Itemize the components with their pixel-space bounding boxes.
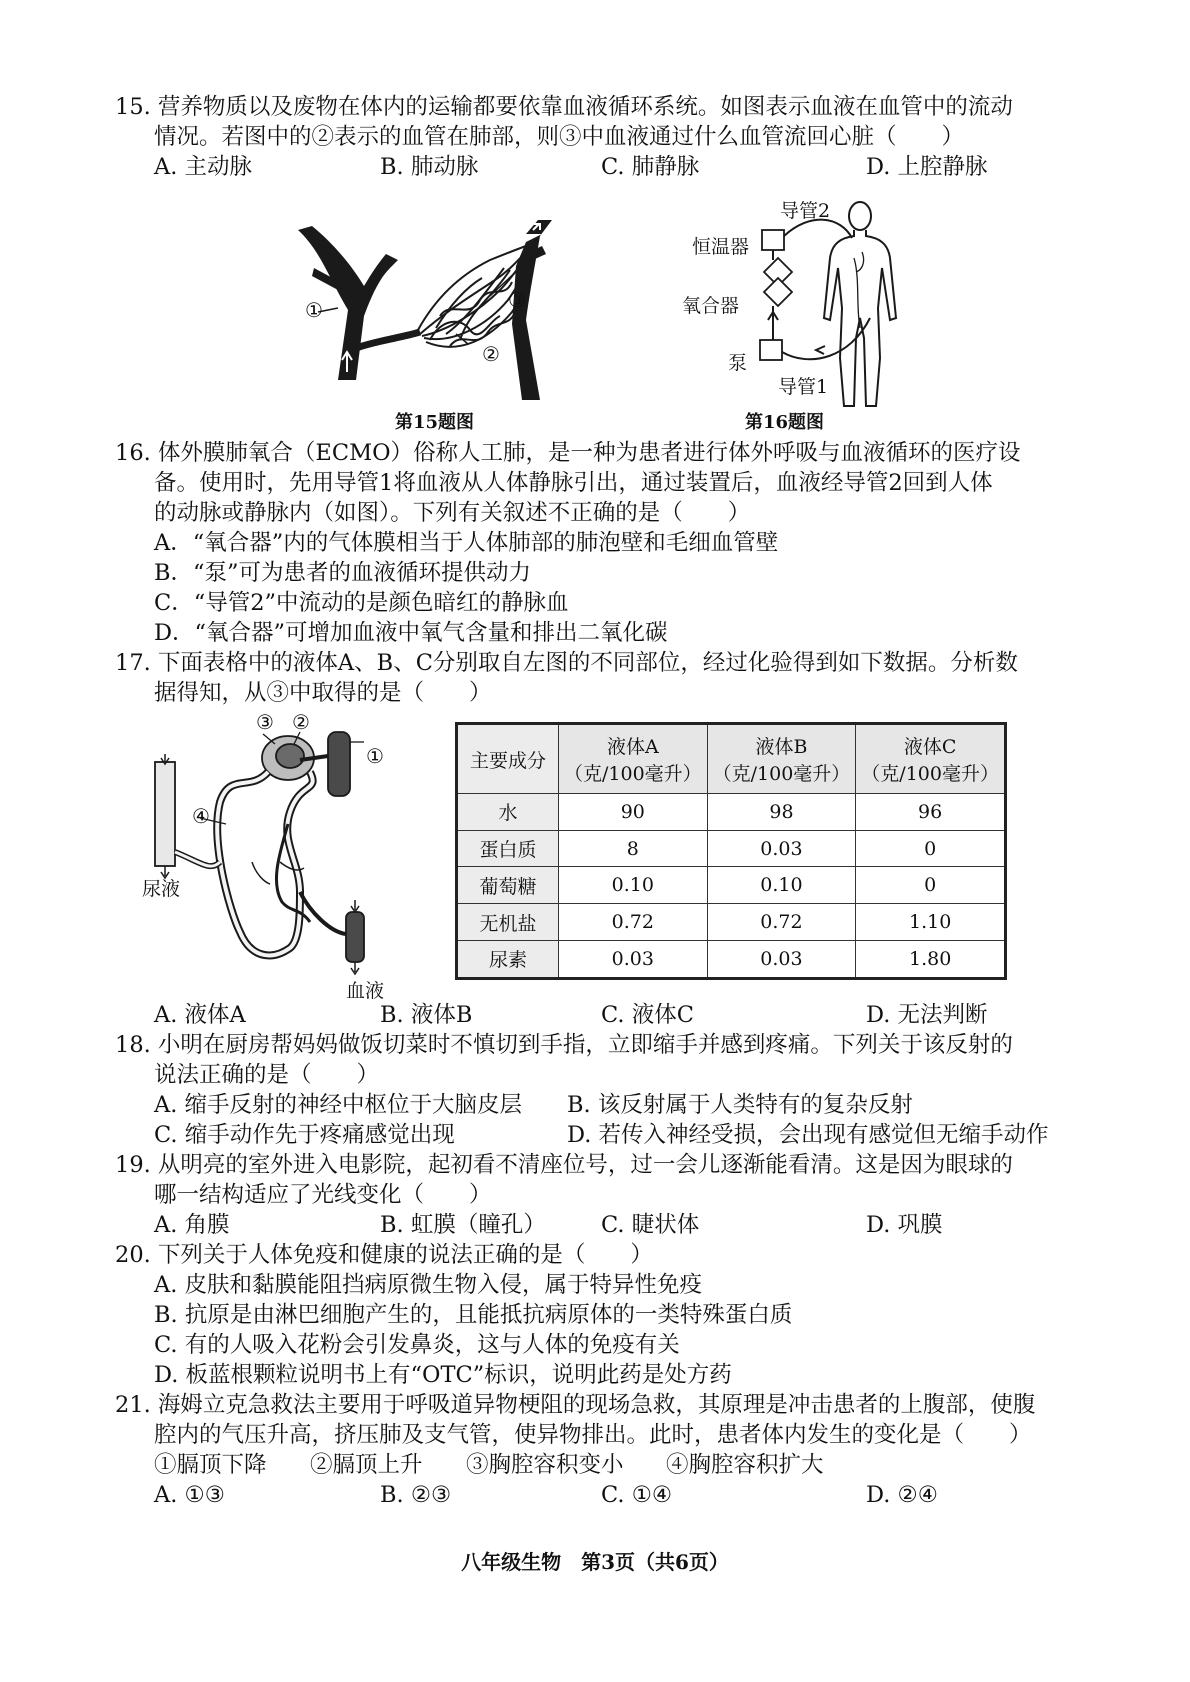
table-cell: 0.03 (707, 830, 856, 867)
q19-option-a: A. 角膜 (154, 1212, 230, 1238)
q21-option-b: B. ②③ (380, 1482, 452, 1508)
q18-option-b: B. 该反射属于人类特有的复杂反射 (567, 1092, 913, 1118)
fig16-label-oxygenator: 氧合器 (682, 295, 740, 317)
q20-option-d: D. 板蓝根颗粒说明书上有“OTC”标识，说明此药是处方药 (154, 1362, 732, 1388)
fig15-label-3: ③ (508, 288, 526, 312)
q17-stem-line-1: 17. 下面表格中的液体A、B、C分别取自左图的不同部位，经过化验得到如下数据。分析数 (115, 650, 1018, 676)
q21-stem-line-2: 腔内的气压升高，挤压肺及支气管，使异物排出。此时，患者体内发生的变化是（ ） (154, 1422, 1032, 1448)
fig15-label-1: ① (305, 298, 323, 322)
table-cell: 0 (856, 830, 1006, 867)
q16-option-b: B．“泵”可为患者的血液循环提供动力 (154, 560, 532, 586)
page-footer: 八年级生物 第3页（共6页） (461, 1550, 729, 1574)
fig17-label-1: ① (366, 744, 384, 768)
table-cell: 0.10 (707, 867, 856, 904)
table-cell: 0.03 (559, 940, 708, 978)
row-label: 尿素 (457, 940, 559, 978)
table-cell: 0.03 (707, 940, 856, 978)
q21-statement-4: ④胸腔容积扩大 (666, 1452, 824, 1478)
q16-stem-line-3: 的动脉或静脉内（如图）。下列有关叙述不正确的是（ ） (154, 500, 751, 526)
table-row (457, 904, 1006, 941)
fig17-label-4: ④ (192, 804, 210, 828)
q16-option-d: D．“氧合器”可增加血液中氧气含量和排出二氧化碳 (154, 620, 668, 646)
q18-stem-line-2: 说法正确的是（ ） (154, 1062, 380, 1088)
q21-option-d: D. ②④ (866, 1482, 938, 1508)
fig16-label-thermostat: 恒温器 (692, 236, 750, 258)
fig15-label-2: ② (482, 342, 500, 366)
q17-stem-line-2: 据得知，从③中取得的是（ ） (154, 680, 492, 706)
q20-option-c: C. 有的人吸入花粉会引发鼻炎，这与人体的免疫有关 (154, 1332, 680, 1358)
q17-option-a: A. 液体A (154, 1002, 246, 1028)
col-a-unit: （克/100毫升） (563, 763, 702, 785)
q20-option-a: A. 皮肤和黏膜能阻挡病原微生物入侵，属于特异性免疫 (154, 1272, 703, 1298)
col-b-unit: （克/100毫升） (712, 763, 851, 785)
fig17-label-urine: 尿液 (142, 878, 181, 900)
table-cell: 0 (856, 867, 1006, 904)
row-label: 无机盐 (457, 904, 559, 941)
q15-option-b: B. 肺动脉 (380, 154, 479, 180)
row-label: 葡萄糖 (457, 867, 559, 904)
q18-stem-line-1: 18. 小明在厨房帮妈妈做饭切菜时不慎切到手指，立即缩手并感到疼痛。下列关于该反射的 (115, 1032, 1013, 1058)
table-cell: 0.72 (707, 904, 856, 941)
q15-stem-line-2: 情况。若图中的②表示的血管在肺部，则③中血液通过什么血管流回心脏（ ） (154, 124, 965, 150)
table-cell: 98 (707, 794, 856, 831)
table-row (457, 867, 1006, 904)
table-row (457, 830, 1006, 867)
q15-option-c: C. 肺静脉 (601, 154, 700, 180)
fig16-label-tube1: 导管1 (778, 376, 829, 398)
fig17-label-3: ③ (256, 710, 274, 734)
q15-option-d: D. 上腔静脉 (866, 154, 988, 180)
q18-option-a: A. 缩手反射的神经中枢位于大脑皮层 (154, 1092, 523, 1118)
q18-option-d: D. 若传入神经受损，会出现有感觉但无缩手动作 (567, 1122, 1049, 1148)
q18-option-c: C. 缩手动作先于疼痛感觉出现 (154, 1122, 455, 1148)
q19-option-c: C. 睫状体 (601, 1212, 700, 1238)
table-cell: 8 (559, 830, 708, 867)
q21-statement-2: ②膈顶上升 (310, 1452, 423, 1478)
col-c-name: 液体C (903, 736, 957, 758)
fluid-composition-table (455, 722, 1007, 980)
q16-stem-line-2: 备。使用时，先用导管1将血液从人体静脉引出，通过装置后，血液经导管2回到人体 (154, 470, 993, 496)
q16-stem-line-1: 16. 体外膜肺氧合（ECMO）俗称人工肺，是一种为患者进行体外呼吸与血液循环的医疗设 (115, 440, 1021, 466)
table-row (457, 794, 1006, 831)
table-cell: 0.72 (559, 904, 708, 941)
col-c-unit: （克/100毫升） (861, 763, 999, 785)
q21-statement-1: ①膈顶下降 (154, 1452, 267, 1478)
table-col-header-b (707, 724, 856, 794)
q16-option-a: A．“氧合器”内的气体膜相当于人体肺部的肺泡壁和毛细血管壁 (154, 530, 779, 556)
table-row (457, 940, 1006, 978)
q19-stem-line-2: 哪一结构适应了光线变化（ ） (154, 1182, 492, 1208)
q16-option-c: C．“导管2”中流动的是颜色暗红的静脉血 (154, 590, 569, 616)
q17-option-d: D. 无法判断 (866, 1002, 988, 1028)
q15-option-a: A. 主动脉 (154, 154, 253, 180)
q19-option-b: B. 虹膜（瞳孔） (380, 1212, 546, 1238)
fig17-label-2: ② (292, 710, 310, 734)
col-a-name: 液体A (606, 736, 659, 758)
table-cell: 90 (559, 794, 708, 831)
fig16-label-tube2: 导管2 (780, 200, 831, 222)
table-cell: 0.10 (559, 867, 708, 904)
fig15-blood-vessel-diagram (290, 220, 580, 400)
table-header-row (457, 724, 1006, 794)
table-cell: 96 (856, 794, 1006, 831)
q19-stem-line-1: 19. 从明亮的室外进入电影院，起初看不清座位号，过一会儿逐渐能看清。这是因为眼球的 (115, 1152, 1013, 1178)
fig16-caption: 第16题图 (745, 412, 825, 433)
q15-stem-line-1: 15. 营养物质以及废物在体内的运输都要依靠血液循环系统。如图表示血液在血管中的流动 (115, 94, 1013, 120)
q19-option-d: D. 巩膜 (866, 1212, 943, 1238)
q17-option-b: B. 液体B (380, 1002, 473, 1028)
table-col-header-a (559, 724, 708, 794)
col-b-name: 液体B (755, 736, 808, 758)
q17-option-c: C. 液体C (601, 1002, 694, 1028)
fig15-caption: 第15题图 (395, 412, 475, 433)
q21-option-c: C. ①④ (601, 1482, 673, 1508)
q20-stem-line-1: 20. 下列关于人体免疫和健康的说法正确的是（ ） (115, 1242, 653, 1268)
table-cell: 1.10 (856, 904, 1006, 941)
fig16-label-pump: 泵 (728, 352, 748, 374)
row-label: 水 (457, 794, 559, 831)
q20-option-b: B. 抗原是由淋巴细胞产生的，且能抵抗病原体的一类特殊蛋白质 (154, 1302, 793, 1328)
q21-stem-line-1: 21. 海姆立克急救法主要用于呼吸道异物梗阻的现场急救，其原理是冲击患者的上腹部，使腹 (115, 1392, 1036, 1418)
q21-statement-3: ③胸腔容积变小 (466, 1452, 624, 1478)
row-label: 蛋白质 (457, 830, 559, 867)
table-corner-header: 主要成分 (457, 724, 559, 794)
table-col-header-c (856, 724, 1006, 794)
q21-option-a: A. ①③ (154, 1482, 225, 1508)
table-cell: 1.80 (856, 940, 1006, 978)
fig17-label-blood: 血液 (346, 980, 385, 1002)
